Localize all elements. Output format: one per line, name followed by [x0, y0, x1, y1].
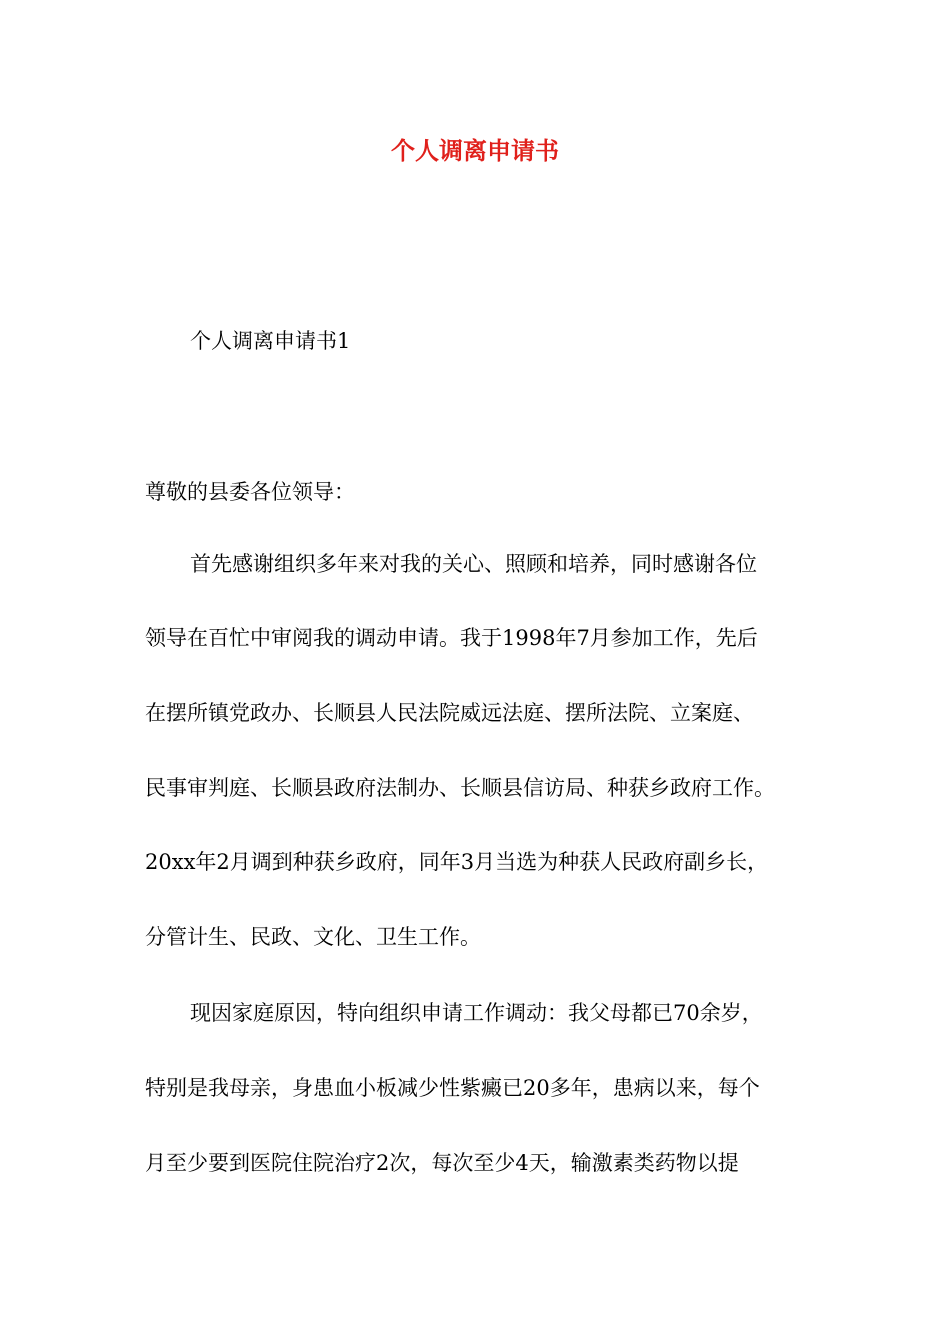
body-line-9: 月至少要到医院住院治疗2次，每次至少4天，输激素类药物以提	[145, 1151, 739, 1175]
body-line-1: 首先感谢组织多年来对我的关心、照顾和培养，同时感谢各位	[190, 552, 757, 576]
salutation: 尊敬的县委各位领导：	[145, 480, 355, 504]
body-line-2: 领导在百忙中审阅我的调动申请。我于1998年7月参加工作，先后	[145, 626, 758, 650]
document-title: 个人调离申请书	[391, 136, 559, 165]
body-line-7: 现因家庭原因，特向组织申请工作调动：我父母都已70余岁，	[190, 1001, 763, 1025]
body-line-8: 特别是我母亲，身患血小板减少性紫癜已20多年，患病以来，每个	[145, 1076, 760, 1100]
body-line-6: 分管计生、民政、文化、卫生工作。	[145, 925, 481, 949]
section-heading: 个人调离申请书1	[190, 329, 351, 353]
body-line-4: 民事审判庭、长顺县政府法制办、长顺县信访局、种获乡政府工作。	[145, 776, 775, 800]
body-line-3: 在摆所镇党政办、长顺县人民法院威远法庭、摆所法院、立案庭、	[145, 701, 754, 725]
body-line-5: 20xx年2月调到种获乡政府，同年3月当选为种获人民政府副乡长，	[145, 850, 769, 874]
